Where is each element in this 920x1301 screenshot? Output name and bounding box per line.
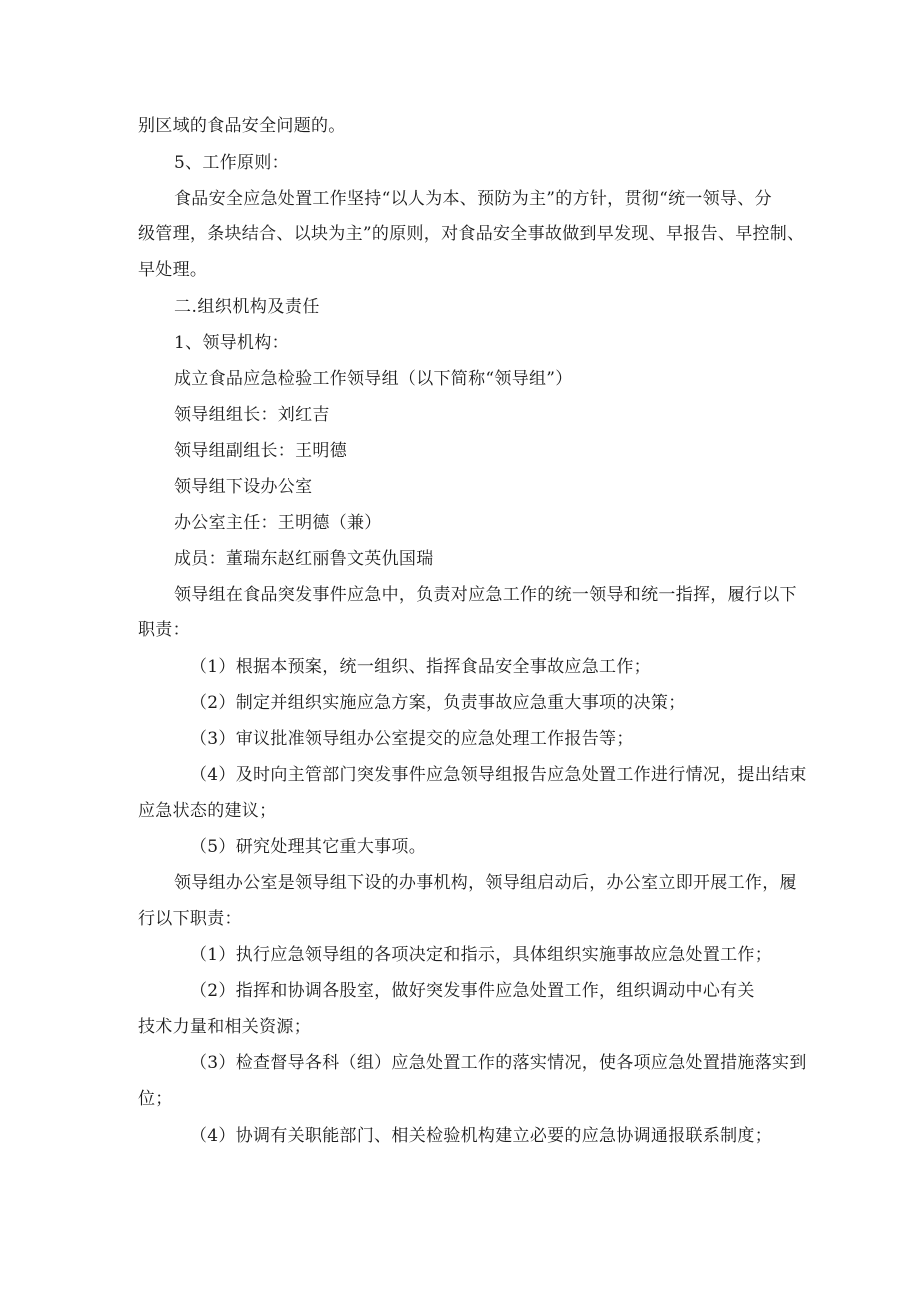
list-item: （2）制定并组织实施应急方案，负责事故应急重大事项的决策；: [190, 693, 686, 713]
section-heading: 5、工作原则：: [174, 153, 289, 173]
paragraph-line: 领导组办公室是领导组下设的办事机构，领导组启动后，办公室立即开展工作，履: [174, 873, 797, 893]
paragraph-line: 别区域的食品安全问题的。: [138, 116, 346, 136]
paragraph-line: 成员：董瑞东赵红丽鲁文英仇国瑞: [174, 549, 434, 569]
list-item: （3）审议批准领导组办公室提交的应急处理工作报告等；: [190, 729, 634, 749]
paragraph-line: 级管理，条块结合、以块为主”的原则，对食品安全事故做到早发现、早报告、早控制、: [138, 224, 805, 244]
list-item: （4）协调有关职能部门、相关检验机构建立必要的应急协调通报联系制度；: [190, 1126, 773, 1146]
list-item: （4）及时向主管部门突发事件应急领导组报告应急处置工作进行情况，提出结束: [190, 765, 807, 785]
paragraph-line: 办公室主任：王明德（兼）: [174, 513, 382, 533]
list-item-continuation: 应急状态的建议；: [138, 801, 277, 821]
paragraph-line: 早处理。: [138, 260, 208, 280]
paragraph-line: 食品安全应急处置工作坚持“以人为本、预防为主”的方针，贯彻“统一领导、分: [174, 189, 772, 209]
paragraph-line: 领导组组长：刘红吉: [174, 405, 330, 425]
list-item: （3）检查督导各科（组）应急处置工作的落实情况，使各项应急处置措施落实到: [190, 1053, 807, 1073]
paragraph-line: 职责：: [138, 620, 190, 640]
list-item-continuation: 技术力量和相关资源；: [138, 1017, 311, 1037]
list-item: （1）执行应急领导组的各项决定和指示，具体组织实施事故应急处置工作；: [190, 945, 773, 965]
paragraph-line: 领导组在食品突发事件应急中，负责对应急工作的统一领导和统一指挥，履行以下: [174, 585, 797, 605]
paragraph-line: 领导组副组长：王明德: [174, 441, 347, 461]
paragraph-line: 领导组下设办公室: [174, 477, 313, 497]
list-item: （1）根据本预案，统一组织、指挥食品安全事故应急工作；: [190, 657, 651, 677]
section-heading: 1、领导机构：: [174, 333, 289, 353]
list-item-continuation: 位；: [138, 1089, 173, 1109]
paragraph-line: 行以下职责：: [138, 909, 242, 929]
paragraph-line: 成立食品应急检验工作领导组（以下简称“领导组”）: [174, 369, 573, 389]
chapter-heading: 二.组织机构及责任: [174, 297, 320, 317]
list-item: （2）指挥和协调各股室，做好突发事件应急处置工作，组织调动中心有关: [190, 981, 755, 1001]
list-item: （5）研究处理其它重大事项。: [190, 837, 427, 857]
